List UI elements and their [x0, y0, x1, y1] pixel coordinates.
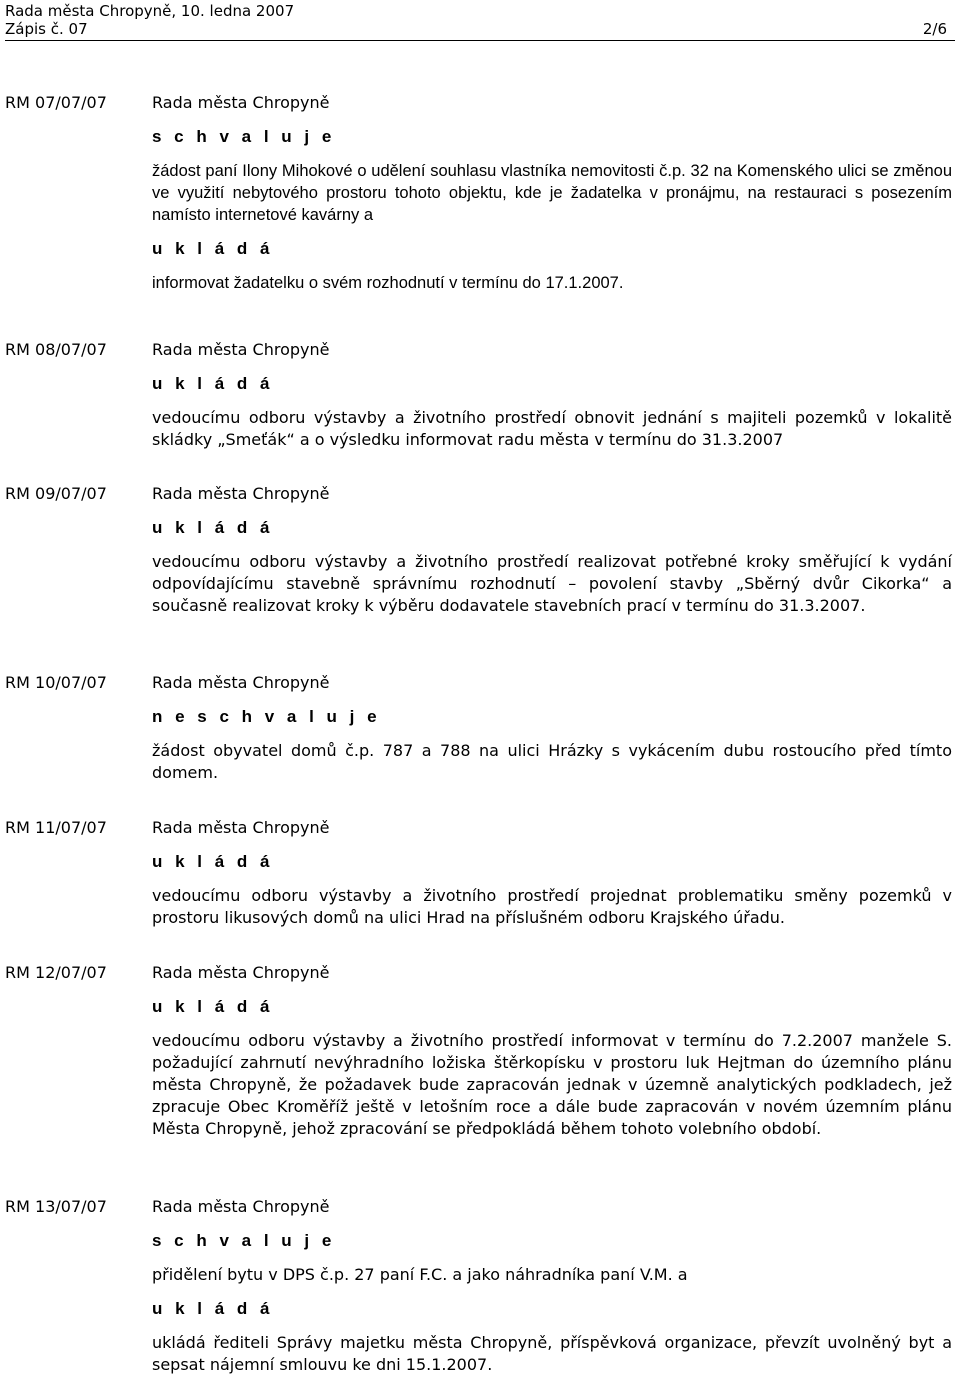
resolution-text: informovat žadatelku o svém rozhodnutí v termínu do 17.1.2007. [152, 274, 624, 292]
resolution-body [152, 339, 952, 451]
resolution-id: RM 10/07/07 [5, 673, 107, 692]
resolution-id: RM 07/07/07 [5, 93, 107, 112]
council-name: Rada města Chropyně [152, 963, 330, 982]
resolution-body [152, 817, 952, 929]
resolution-id: RM 11/07/07 [5, 818, 107, 837]
resolution-id: RM 13/07/07 [5, 1197, 107, 1216]
header-title: Rada města Chropyně, 10. ledna 2007 [5, 2, 295, 20]
resolution-body [152, 92, 952, 294]
resolution-text: vedoucímu odboru výstavby a životního prostředí realizovat potřebné kroky směřující k vydání odpovídajícímu stavebně správnímu rozhodnutí – povolení stavby „Sběrný dvůr Cikorka“ a současně realizovat kroky k výběru dodavatele stavebních prací v termínu do 31.3.2007. [152, 552, 952, 615]
resolution-body [152, 483, 952, 617]
header-minutes-number: Zápis č. 07 [5, 20, 88, 38]
resolution-verb: n e s c h v a l u j e [152, 707, 381, 726]
resolution-text: žádost obyvatel domů č.p. 787 a 788 na ulici Hrázky s vykácením dubu rostoucího před tímto domem. [152, 741, 952, 782]
resolution-text: vedoucímu odboru výstavby a životního prostředí informovat v termínu do 7.2.2007 manžele S. požadující zahrnutí nevýhradního ložiska štěrkopísku v prostoru luk Hejtman do územního plánu města Chropyně, že požadavek bude zapracován jednak v územně analytických podkladech, jež zpracuje Obec Kroměříž ještě v letošním roce a dále bude zapracován v novém územním plánu Města Chropyně, jehož zpracování se předpokládá během tohoto volebního období. [152, 1031, 952, 1138]
page-number: 2/6 [922, 20, 947, 38]
resolution-id: RM 09/07/07 [5, 484, 107, 503]
council-name: Rada města Chropyně [152, 484, 330, 503]
resolution-text: žádost paní Ilony Mihokové o udělení souhlasu vlastníka nemovitosti č.p. 32 na Komenského ulici se změnou ve využití nebytového prostoru tohoto objektu, kde je žadatelka v pronájmu, na restauraci s posezením namísto internetové kavárny a [152, 162, 952, 224]
council-name: Rada města Chropyně [152, 340, 330, 359]
resolution-verb: u k l á d á [152, 239, 274, 258]
page-header [5, 2, 955, 38]
resolution-id: RM 12/07/07 [5, 963, 107, 982]
resolution-verb: u k l á d á [152, 852, 274, 871]
resolution-body [152, 962, 952, 1140]
resolution-id: RM 08/07/07 [5, 340, 107, 359]
council-name: Rada města Chropyně [152, 1197, 330, 1216]
resolution-verb: u k l á d á [152, 374, 274, 393]
council-name: Rada města Chropyně [152, 673, 330, 692]
resolution-verb: u k l á d á [152, 997, 274, 1016]
resolution-verb: s c h v a l u j e [152, 127, 336, 146]
header-divider [5, 40, 955, 41]
resolution-text: přidělení bytu v DPS č.p. 27 paní F.C. a jako náhradníka paní V.M. a [152, 1265, 688, 1284]
resolution-text: vedoucímu odboru výstavby a životního prostředí obnovit jednání s majiteli pozemků v lokalitě skládky „Smeťák“ a o výsledku informovat radu města v termínu do 31.3.2007 [152, 408, 952, 449]
resolution-verb: s c h v a l u j e [152, 1231, 336, 1250]
resolution-text: ukládá řediteli Správy majetku města Chropyně, příspěvková organizace, převzít uvolněný byt a sepsat nájemní smlouvu ke dni 15.1.2007. [152, 1333, 952, 1374]
resolution-body [152, 1196, 952, 1376]
resolution-body [152, 672, 952, 784]
council-name: Rada města Chropyně [152, 93, 330, 112]
resolution-text: vedoucímu odboru výstavby a životního prostředí projednat problematiku směny pozemků v prostoru likusových domů na ulici Hrad na příslušném odboru Krajského úřadu. [152, 886, 952, 927]
resolution-verb: u k l á d á [152, 1299, 274, 1318]
council-name: Rada města Chropyně [152, 818, 330, 837]
resolution-verb: u k l á d á [152, 518, 274, 537]
